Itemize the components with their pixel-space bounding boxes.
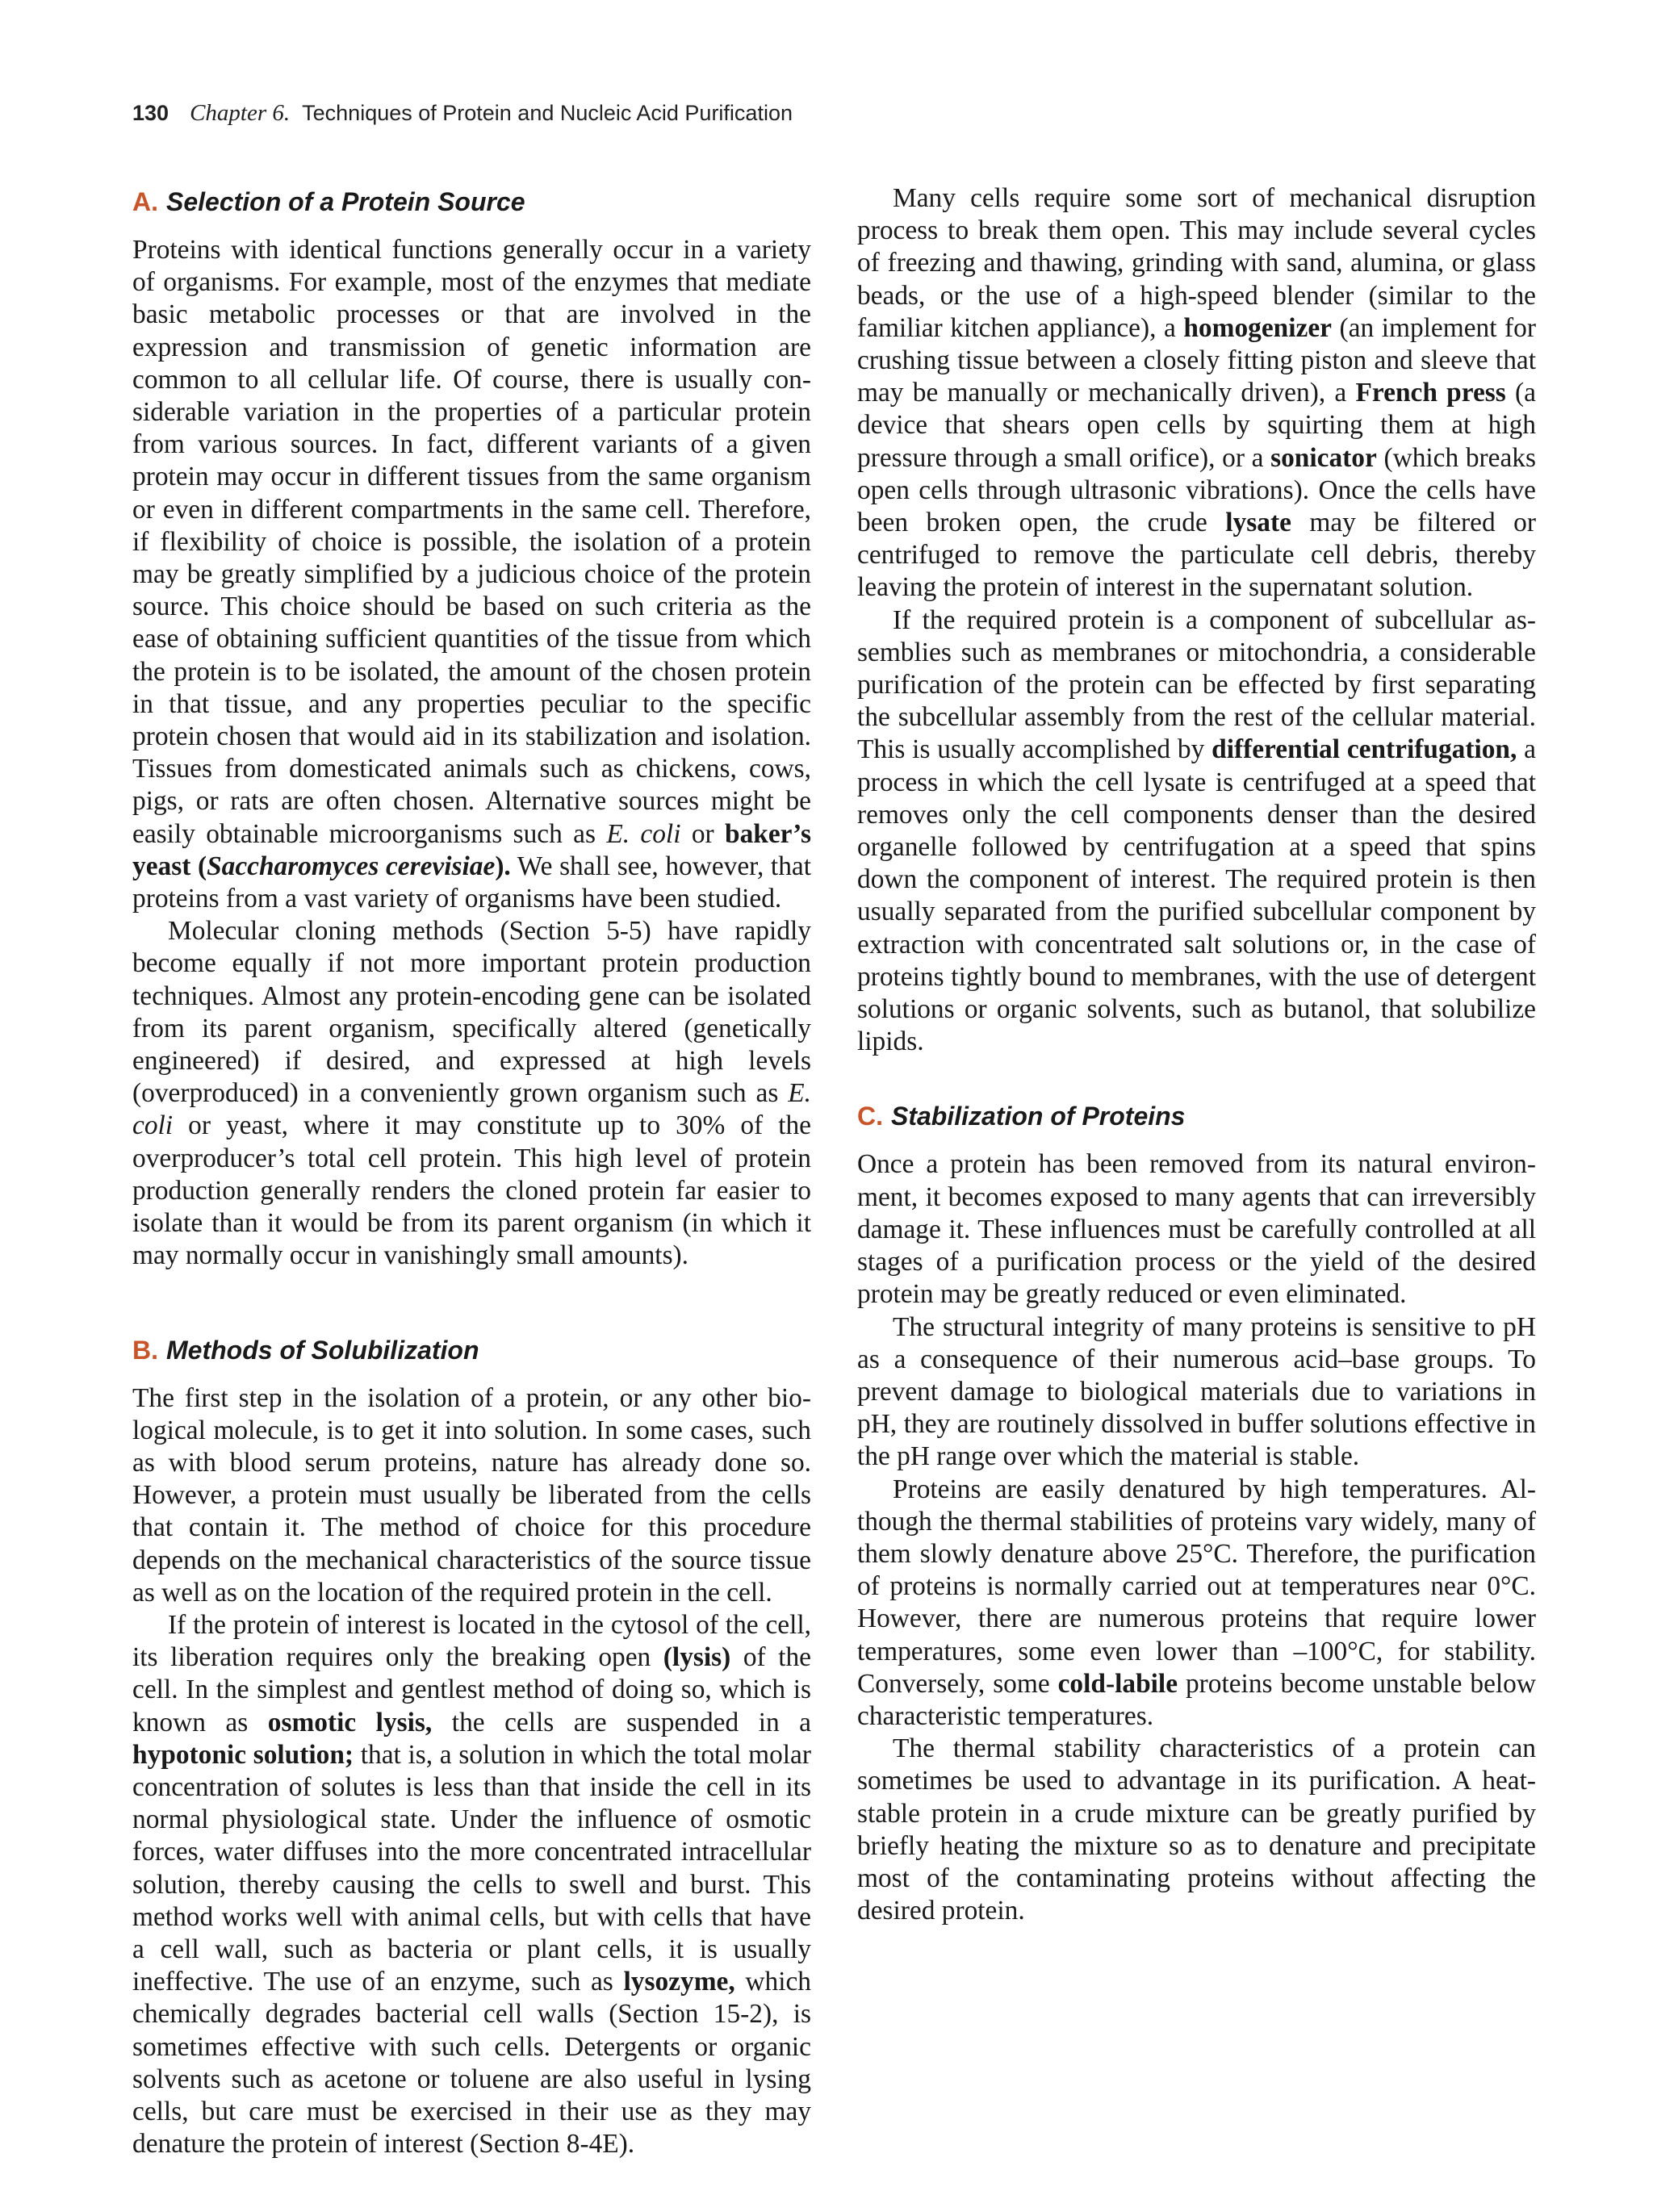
key-term: cold-labile [1057,1668,1178,1699]
section-b-paragraph-4 [857,604,1536,1059]
text-run: (an implement for crushing tissue between a closely fitting piston and sleeve that may be manually or mechanically driven), a [857,312,1536,408]
text-run: or yeast, where it may constitute up to 30% of the overproducer’s total cell protein. This high level of protein production generally renders the cloned protein far easier to isolate than it would be from its parent organism (in which it may normally occur in vanishingly small amounts). [132,1110,811,1271]
text-run: proteins become unstable below characteristic temperatures. [857,1668,1536,1731]
key-term: baker’s yeast ( [132,818,811,881]
section-a-paragraph-1 [132,234,811,915]
section-c-heading [857,1100,1536,1132]
species-name: E. coli [132,1078,811,1141]
text-run: If the protein of interest is located in the cytosol of the cell, its liberation requires only the breaking open [132,1609,811,1673]
text-run: If the required protein is a component of subcellular assemblies such as membranes or mitochondria, a considerable purification of the protein can be effected by first separating the subcellular assembly from the rest of the cellular material. This is usually accomplished by [857,604,1536,765]
key-term: osmotic lysis, [267,1707,433,1737]
species-name: E. coli [606,818,681,849]
text-run: the cells are suspended in a [432,1707,812,1737]
text-run: of the cell. In the simplest and gentlest method of doing so, which is known as [132,1642,811,1737]
text-run: a process in which the cell lysate is centrifuged at a speed that removes only the cell components denser than the desired organelle followed by centrifugation at a speed that spins down the component of interest. The required protein is then usually separated from the purified subcellular component by extraction with concentrated salt solutions or, in the case of proteins tightly bound to membranes, with the use of detergent solutions or organic solvents, such as butanol, that solubilize lipids. [857,734,1536,1057]
section-b-paragraph-3 [857,182,1536,604]
section-a-letter: A. [132,187,158,216]
section-c-letter: C. [857,1102,883,1131]
key-term: differential centrifugation, [1212,734,1517,765]
text-run: (a device that shears open cells by squirting them at high pressure through a small orifice), or a [857,378,1536,473]
section-b-letter: B. [132,1335,158,1365]
key-term: ). [495,851,511,881]
right-column [857,182,1536,1927]
key-term: (lysis) [663,1642,731,1673]
key-term: French press [1355,378,1506,408]
section-c-paragraph-4: The thermal stability characteristics of a protein can sometimes be used to advantage in its purification. A heat-stable protein in a crude mixture can be greatly purified by briefly heating the mixture so as to denature and precipitate most of the contaminating proteins without affecting the desired protein. [857,1733,1536,1926]
text-run: which chemically degrades bacterial cell walls (Section 15-2), is sometimes effective with such cells. Detergents or organic solvents such as acetone or toluene are also useful in lysing cells, but care must be exercised in their use as they may denature the protein of interest (Section 8-4E). [132,1967,811,2160]
species-name: Saccharomyces cerevisiae [207,851,496,881]
text-run: Molecular cloning methods (Section 5-5) have rapidly become equally if not more important protein production techniques. Almost any protein-encoding gene can be isolated from its parent organism, specifically altered (genetically engineered) if desired, and expressed at high levels (overproduced) in a conveniently grown organism such as [132,916,811,1109]
key-term: lysozyme, [623,1967,735,1997]
key-term: hypotonic solution; [132,1739,354,1770]
text-run: or [680,818,726,849]
text-run: We shall see, however, that proteins from a vast variety of organisms have been studied. [132,851,811,914]
text-run: may be filtered or centrifuged to remove the particulate cell debris, thereby leaving the protein of interest in the supernatant solution. [857,508,1536,603]
running-head [132,100,1537,127]
text-run: that is, a solution in which the total molar concentration of solutes is less than that inside the cell in its normal physiological state. Under the influence of osmotic forces, water diffuses into the more concentrated intracellular solution, thereby causing the cells to swell and burst. This method works well with animal cells, but with cells that have a cell wall, such as bacteria or plant cells, it is usually ineffective. The use of an enzyme, such as [132,1739,811,1997]
key-term: sonicator [1270,442,1377,473]
section-c-paragraph-1: Once a protein has been removed from its natural environment, it becomes exposed to many agents that can irreversibly damage it. These influences must be carefully controlled at all stages of a purification process or the yield of the desired protein may be greatly reduced or even eliminated. [857,1149,1536,1310]
page-number: 130 [132,101,169,125]
section-c-paragraph-2: The structural integrity of many proteins is sensitive to pH as a consequence of their numerous acid–base groups. To prevent damage to biological materials due to variations in pH, they are routinely dissolved in buffer solutions effective in the pH range over which the material is stable. [857,1311,1536,1472]
text-run: Proteins are easily denatured by high temperatures. Although the thermal stabilities of proteins vary widely, many of them slowly denature above 25°C. Therefore, the purification of proteins is normally carried out at temperatures near 0°C. However, there are numerous proteins that require lower temperatures, some even lower than –100°C, for stability. Conversely, some [857,1474,1536,1699]
section-b-paragraph-2 [132,1609,811,2160]
section-a-heading [132,186,811,218]
text-run: Proteins with identical functions generally occur in a variety of organisms. For example, most of the enzymes that mediate basic metabolic processes or that are involved in the expression and transmission of genetic information are common to all cellular life. Of course, there is usually considerable variation in the properties of a particular protein from various sources. In fact, different variants of a given protein may occur in different tissues from the same organism or even in different compartments in the same cell. Therefore, if flexibility of choice is possible, the isolation of a protein may be greatly simplified by a judicious choice of the protein source. This choice should be based on such criteria as the ease of obtaining sufficient quantities of the tissue from which the protein is to be isolated, the amount of the chosen protein in that tissue, and any properties peculiar to the specific protein chosen that would aid in its stabilization and isolation. Tissues from domesticated animals such as chickens, cows, pigs, or rats are often chosen. Alternative sources might be easily obtainable microorganisms such as [132,235,811,849]
text-run: Many cells require some sort of mechanical disruption process to break them open. This may include several cycles of freezing and thawing, grinding with sand, alumina, or glass beads, or the use of a high-speed blender (similar to the familiar kitchen appliance), a [857,183,1536,343]
section-b-paragraph-1: The first step in the isolation of a protein, or any other biological molecule, is to get it into solution. In some cases, such as with blood serum proteins, nature has already done so. However, a protein must usually be liberated from the cells that contain it. The method of choice for this procedure depends on the mechanical characteristics of the source tissue as well as on the location of the required protein in the cell. [132,1382,811,1608]
section-b-heading [132,1334,811,1366]
left-column [132,182,811,2160]
section-a-title: Selection of a Protein Source [166,187,525,216]
section-b-title: Methods of Solubilization [166,1335,479,1365]
key-term: lysate [1225,508,1291,538]
section-a-paragraph-2 [132,915,811,1272]
key-term: homogenizer [1183,312,1332,343]
section-c-title: Stabilization of Proteins [891,1102,1186,1131]
text-run: (which breaks open cells through ultrasonic vibrations). Once the cells have been broken open, the crude [857,442,1536,538]
section-c-paragraph-3 [857,1474,1536,1733]
chapter-label: Chapter 6. [190,100,291,126]
chapter-title: Techniques of Protein and Nucleic Acid Purification [302,101,793,125]
